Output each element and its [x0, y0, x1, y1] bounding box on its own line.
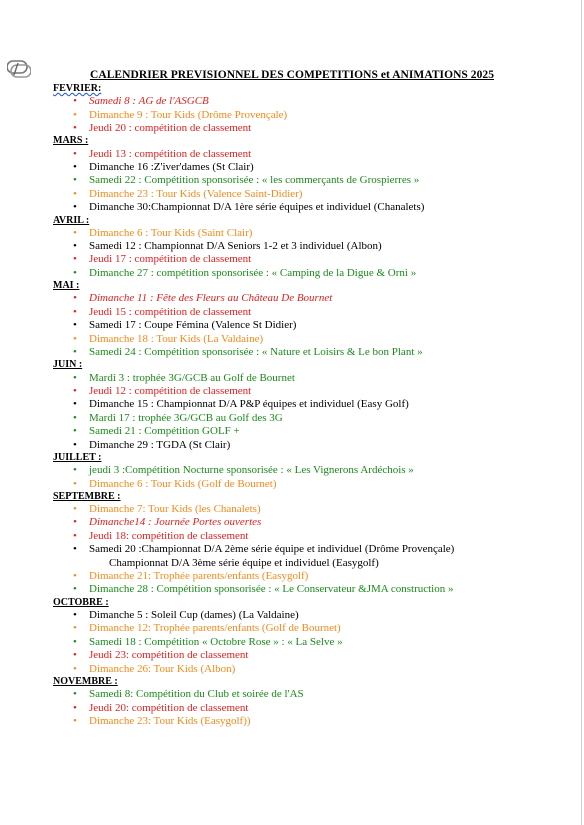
- event-item: • Jeudi 20 : compétition de classement: [53, 122, 573, 135]
- event-item: • Mardi 17 : trophée 3G/GCB au Golf des 3G: [53, 412, 573, 425]
- event-item: • Dimanche 21: Trophée parents/enfants (Easygolf): [53, 570, 573, 583]
- event-list: [53, 464, 573, 491]
- event-item: • Dimanche 27 : compétition sponsorisée : « Camping de la Digue & Orni »: [53, 267, 573, 280]
- month-heading: OCTOBRE :: [53, 596, 109, 608]
- page-edge: [581, 0, 582, 825]
- event-item: • Dimanche 12: Trophée parents/enfants (Golf de Bournet): [53, 622, 573, 635]
- event-item: Championnat D/A 3ème série équipe et individuel (Easygolf): [109, 556, 379, 569]
- month-heading: MAI :: [53, 280, 80, 292]
- event-item: • Dimanche14 : Journée Portes ouvertes: [53, 516, 573, 529]
- event-item: • Dimanche 23 : Tour Kids (Valence Saint-Didier): [53, 188, 573, 201]
- event-item: • Samedi 21 : Compétition GOLF +: [53, 425, 573, 438]
- event-item: • Samedi 22 : Compétition sponsorisée : « les commerçants de Grospierres »: [53, 174, 573, 187]
- event-list: [53, 688, 573, 728]
- event-item: • jeudi 3 :Compétition Nocturne sponsorisée : « Les Vignerons Ardéchois »: [53, 464, 573, 477]
- event-item: • Samedi 24 : Compétition sponsorisée : « Nature et Loisirs & Le bon Plant »: [53, 346, 573, 359]
- event-item: • Dimanche 9 : Tour Kids (Drôme Provençale): [53, 109, 573, 122]
- event-list: [53, 95, 573, 135]
- page-title: CALENDRIER PREVISIONNEL DES COMPETITIONS et ANIMATIONS 2025: [89, 69, 495, 81]
- calendar-list: [53, 83, 573, 728]
- event-item: • Jeudi 13 : compétition de classement: [53, 148, 573, 161]
- event-list: [53, 503, 573, 597]
- event-item: • Dimanche 6 : Tour Kids (Golf de Bournet): [53, 478, 573, 491]
- event-item: • Dimanche 26: Tour Kids (Albon): [53, 663, 573, 676]
- event-item: • Dimanche 7: Tour Kids (les Chanalets): [53, 503, 573, 516]
- event-item: • Dimanche 16 :Z'iver'dames (St Clair): [53, 161, 573, 174]
- month-heading: JUIN :: [53, 359, 83, 371]
- event-item: • Samedi 12 : Championnat D/A Seniors 1-2 et 3 individuel (Albon): [53, 240, 573, 253]
- event-item: • Dimanche 29 : TGDA (St Clair): [53, 439, 573, 452]
- event-item: • Dimanche 15 : Championnat D/A P&P équipes et individuel (Easy Golf): [53, 398, 573, 411]
- event-item: • Jeudi 17 : compétition de classement: [53, 253, 573, 266]
- event-list: [53, 148, 573, 215]
- month-heading: NOVEMBRE :: [53, 675, 118, 687]
- event-item: • Dimanche 28 : Compétition sponsorisée : « Le Conservateur &JMA construction »: [53, 583, 573, 596]
- event-item: • Samedi 8: Compétition du Club et soirée de l'AS: [53, 688, 573, 701]
- month-heading: JUILLET :: [53, 451, 102, 463]
- month-heading: MARS :: [53, 135, 89, 147]
- event-item: • Samedi 17 : Coupe Fémina (Valence St Didier): [53, 319, 573, 332]
- event-item: • Jeudi 15 : compétition de classement: [53, 306, 573, 319]
- event-item: • Dimanche 11 : Fête des Fleurs au Château De Bournet: [53, 292, 573, 305]
- event-list: [53, 292, 573, 359]
- event-item: • Dimanche 6 : Tour Kids (Saint Clair): [53, 227, 573, 240]
- event-list: [53, 227, 573, 281]
- event-item: • Dimanche 5 : Soleil Cup (dames) (La Valdaine): [53, 609, 573, 622]
- event-item: • Mardi 3 : trophée 3G/GCB au Golf de Bournet: [53, 372, 573, 385]
- month-heading: SEPTEMBRE :: [53, 490, 121, 502]
- event-item: • Samedi 18 : Compétition « Octobre Rose » : « La Selve »: [53, 636, 573, 649]
- event-item: • Jeudi 12 : compétition de classement: [53, 385, 573, 398]
- event-item: • Jeudi 23: compétition de classement: [53, 649, 573, 662]
- event-item: • Jeudi 20: compétition de classement: [53, 702, 573, 715]
- event-item: • Dimanche 23: Tour Kids (Easygolf)): [53, 715, 573, 728]
- event-list: [53, 372, 573, 452]
- event-item: • Dimanche 18 : Tour Kids (La Valdaine): [53, 333, 573, 346]
- month-heading: AVRIL :: [53, 214, 90, 226]
- month-heading: FEVRIER:: [53, 83, 102, 94]
- event-item: • Samedi 8 : AG de l'ASGCB: [53, 95, 573, 108]
- event-list: [53, 609, 573, 676]
- event-item: • Samedi 20 :Championnat D/A 2ème série équipe et individuel (Drôme Provençale): [53, 543, 573, 556]
- event-item: • Dimanche 30:Championnat D/A 1ère série équipes et individuel (Chanalets): [53, 201, 573, 214]
- event-item: • Jeudi 18: compétition de classement: [53, 530, 573, 543]
